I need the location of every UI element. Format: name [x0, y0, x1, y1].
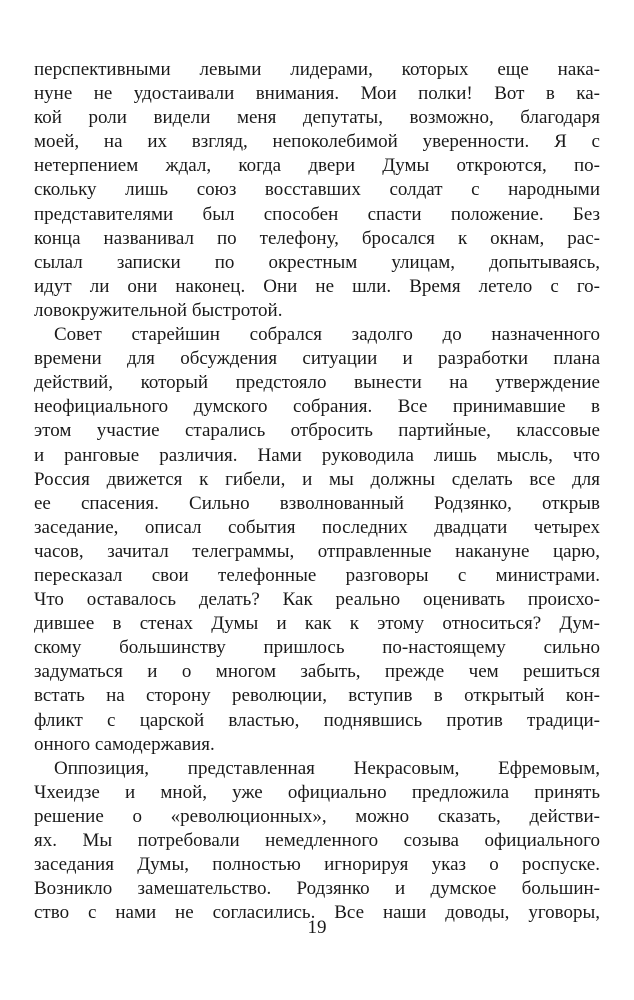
text-line: неофициального думского собрания. Все принимавшие в	[34, 396, 600, 418]
text-line: кой роли видели меня депутаты, возможно, благодаря	[34, 107, 600, 129]
text-line: скольку лишь союз восставших солдат с народными	[34, 179, 600, 201]
text-line: дившее в стенах Думы и как к этому относиться? Дум-	[34, 613, 600, 635]
text-line: заседание, описал события последних двадцати четырех	[34, 516, 600, 538]
text-line: скому большинству пришлось по-настоящему сильно	[34, 637, 600, 659]
text-line: ство с нами не согласились. Все наши доводы, уговоры,	[34, 902, 600, 924]
text-line: Оппозиция, представленная Некрасовым, Ефремовым,	[54, 757, 600, 779]
text-line: перспективными левыми лидерами, которых еще нака-	[34, 59, 600, 80]
text-line: нетерпением ждал, когда двери Думы откроются, по-	[34, 155, 600, 177]
text-line: конца названивал по телефону, бросался к окнам, рас-	[34, 227, 600, 249]
text-line: нуне не удостаивали внимания. Мои полки! Вот в ка-	[34, 83, 600, 105]
text-line: и ранговые различия. Нами руководила лишь мысль, что	[34, 444, 600, 466]
text-line: часов, зачитал телеграммы, отправленные накануне царю,	[34, 540, 600, 562]
page-number: 19	[307, 917, 327, 938]
text-line: встать на сторону революции, вступив в открытый кон-	[34, 685, 600, 707]
text-line: Совет старейшин собрался задолго до назначенного	[54, 324, 600, 346]
text-line: Россия движется к гибели, и мы должны сделать все для	[34, 468, 600, 490]
text-line: моей, на их взгляд, непоколебимой уверенности. Я с	[34, 131, 600, 153]
text-line: задуматься и о многом забыть, прежде чем решиться	[34, 661, 600, 683]
text-line: действий, который предстояло вынести на утверждение	[34, 372, 600, 394]
text-line: ловокружительной быстротой.	[34, 299, 283, 321]
text-line: пересказал свои телефонные разговоры с министрами.	[34, 564, 600, 586]
text-line: идут ли они наконец. Они не шли. Время летело с го-	[34, 275, 600, 297]
text-line: ях. Мы потребовали немедленного созыва официального	[34, 830, 600, 851]
text-line: фликт с царской властью, поднявшись против традици-	[34, 709, 600, 731]
text-line: заседания Думы, полностью игнорируя указ о роспуске.	[34, 854, 600, 876]
text-line: этом участие старались отбросить партийные, классовые	[34, 420, 600, 442]
text-line: ее спасения. Сильно взволнованный Родзянко, открыв	[34, 492, 600, 514]
text-line: сылал записки по окрестным улицам, допытываясь,	[34, 251, 600, 273]
text-line: онного самодержавия.	[34, 733, 215, 755]
text-line: Возникло замешательство. Родзянко и думское большин-	[34, 878, 600, 900]
text-line: представителями был способен спасти положение. Без	[34, 203, 600, 225]
text-line: Что оставалось делать? Как реально оценивать происхо-	[34, 589, 600, 611]
page-body	[34, 58, 600, 925]
text-line: времени для обсуждения ситуации и разработки плана	[34, 348, 600, 370]
text-line: решение о «революционных», можно сказать, действи-	[34, 805, 600, 827]
text-line: Чхеидзе и мной, уже официально предложила принять	[34, 781, 600, 803]
